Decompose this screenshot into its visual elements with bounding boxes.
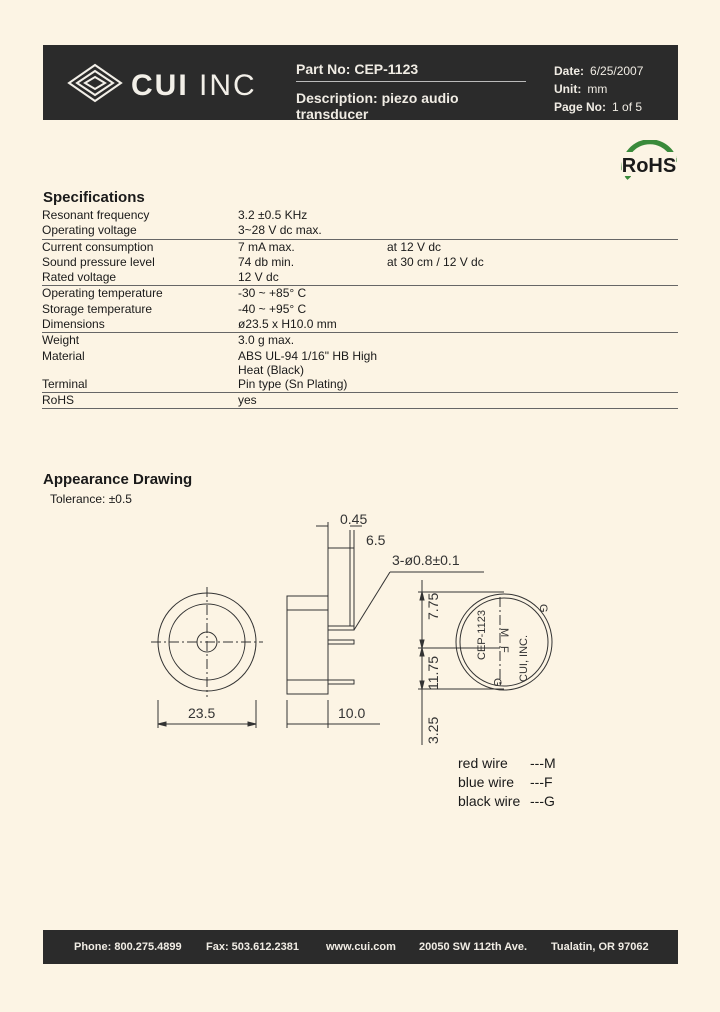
spec-value: -40 ~ +95° C bbox=[238, 301, 307, 316]
spec-note bbox=[387, 349, 678, 377]
spec-row bbox=[42, 270, 678, 286]
spec-note bbox=[387, 377, 678, 393]
dim-775: 7.75 bbox=[425, 592, 441, 620]
tolerance-note: Tolerance: ±0.5 bbox=[50, 492, 132, 506]
footer-city: Tualatin, OR 97062 bbox=[551, 941, 649, 953]
spec-note bbox=[387, 286, 678, 302]
spec-label: Terminal bbox=[42, 376, 88, 391]
spec-value: ø23.5 x H10.0 mm bbox=[238, 317, 337, 332]
spec-row bbox=[42, 239, 678, 255]
spec-note: at 30 cm / 12 V dc bbox=[387, 254, 484, 269]
spec-note bbox=[387, 317, 678, 333]
spec-row bbox=[42, 223, 678, 239]
dim-325: 3.25 bbox=[425, 716, 441, 744]
spec-label: Dimensions bbox=[42, 317, 105, 332]
spec-note bbox=[387, 302, 678, 317]
spec-note bbox=[387, 223, 678, 239]
unit-label: Unit: bbox=[554, 82, 582, 96]
spec-note bbox=[387, 392, 678, 408]
spec-row bbox=[42, 317, 678, 333]
spec-row bbox=[42, 255, 678, 270]
dim-pins: 3-ø0.8±0.1 bbox=[392, 552, 460, 568]
spec-value: 7 mA max. bbox=[238, 239, 387, 255]
spec-row bbox=[42, 302, 678, 317]
spec-label: Operating temperature bbox=[42, 286, 238, 302]
marking-m: M bbox=[498, 628, 510, 638]
spec-label: Material bbox=[42, 348, 85, 363]
spec-value: 3~28 V dc max. bbox=[238, 223, 322, 238]
unit-value: mm bbox=[587, 82, 608, 96]
marking-model: CEP-1123 bbox=[476, 610, 488, 660]
marking-g-left: G bbox=[491, 678, 503, 687]
part-no-label: Part No: bbox=[296, 61, 351, 77]
footer-fax: Fax: 503.612.2381 bbox=[206, 941, 299, 953]
spec-row bbox=[42, 377, 678, 393]
marking-g-right: G bbox=[537, 604, 549, 613]
doc-meta bbox=[554, 62, 643, 116]
dim-65: 6.5 bbox=[366, 532, 386, 548]
spec-label: Weight bbox=[42, 333, 238, 349]
document-footer bbox=[43, 930, 678, 964]
description-value: piezo audio transducer bbox=[296, 90, 459, 122]
specifications-table bbox=[42, 208, 678, 409]
spec-row bbox=[42, 333, 678, 349]
spec-value: -30 ~ +85° C bbox=[238, 286, 387, 302]
marking-f: F bbox=[498, 646, 510, 653]
footer-address: 20050 SW 112th Ave. bbox=[419, 941, 528, 953]
spec-row bbox=[42, 392, 678, 408]
spec-note: at 12 V dc bbox=[387, 239, 678, 255]
spec-label: Resonant frequency bbox=[42, 208, 150, 222]
spec-row bbox=[42, 208, 678, 223]
specifications-title: Specifications bbox=[43, 189, 145, 206]
spec-label: RoHS bbox=[42, 392, 238, 408]
spec-value: ABS UL-94 1/16" HB High Heat (Black) bbox=[238, 348, 377, 377]
spec-value: 3.2 ±0.5 KHz bbox=[238, 208, 308, 222]
document-header bbox=[43, 45, 678, 120]
footer-phone: Phone: 800.275.4899 bbox=[74, 941, 182, 953]
date-label: Date: bbox=[554, 64, 585, 78]
part-no-value: CEP-1123 bbox=[354, 61, 419, 77]
page-value: 1 of 5 bbox=[612, 100, 643, 114]
spec-value: 12 V dc bbox=[238, 270, 279, 285]
wire-red: red wire ---M bbox=[458, 755, 556, 771]
dim-235: 23.5 bbox=[188, 705, 216, 721]
logo-wordmark: CUI INC bbox=[131, 69, 257, 102]
spec-value: 74 db min. bbox=[238, 254, 295, 269]
spec-label: Rated voltage bbox=[42, 270, 117, 285]
spec-note bbox=[387, 333, 678, 349]
rohs-badge-text: RoHS bbox=[621, 155, 677, 177]
spec-label: Storage temperature bbox=[42, 301, 153, 316]
date-value: 6/25/2007 bbox=[590, 64, 644, 78]
rohs-badge bbox=[620, 140, 678, 188]
spec-row bbox=[42, 349, 678, 377]
spec-row bbox=[42, 286, 678, 302]
dim-100: 10.0 bbox=[338, 705, 366, 721]
dim-045: 0.45 bbox=[340, 511, 368, 527]
cui-logo bbox=[63, 59, 293, 109]
spec-value: 3.0 g max. bbox=[238, 333, 387, 349]
spec-label: Current consumption bbox=[42, 239, 238, 255]
spec-note bbox=[387, 270, 678, 286]
appearance-title: Appearance Drawing bbox=[43, 471, 193, 488]
wire-black: black wire ---G bbox=[458, 793, 555, 809]
part-info bbox=[296, 61, 526, 122]
footer-web[interactable]: www.cui.com bbox=[326, 941, 396, 953]
spec-note bbox=[387, 208, 678, 223]
page-label: Page No: bbox=[554, 100, 607, 114]
wire-blue: blue wire ---F bbox=[458, 774, 553, 790]
spec-value: yes bbox=[238, 392, 387, 408]
cui-logo-icon bbox=[63, 59, 127, 109]
dim-1175: 11.75 bbox=[425, 656, 441, 690]
spec-label: Operating voltage bbox=[42, 223, 137, 238]
spec-value: Pin type (Sn Plating) bbox=[238, 376, 348, 391]
description-label: Description: bbox=[296, 90, 378, 106]
marking-maker: CUI, INC. bbox=[518, 634, 530, 682]
spec-label: Sound pressure level bbox=[42, 254, 155, 269]
wire-legend bbox=[458, 754, 556, 811]
